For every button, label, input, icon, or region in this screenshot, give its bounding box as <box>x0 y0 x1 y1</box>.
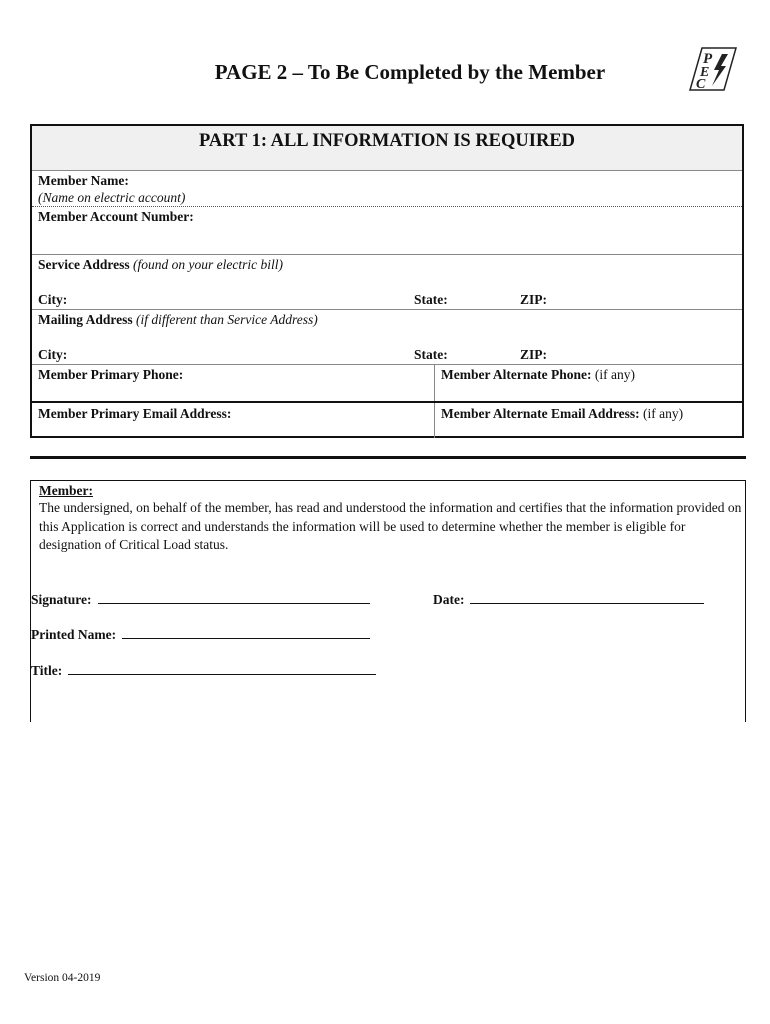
mailing-address-note: (if different than Service Address) <box>136 312 318 327</box>
state2-label: State: <box>414 347 448 362</box>
section-separator <box>30 456 746 459</box>
mailing-address-label: Mailing Address <box>38 312 133 327</box>
alt-phone-label: Member Alternate Phone: <box>441 367 592 382</box>
page-title: PAGE 2 – To Be Completed by the Member <box>214 60 606 84</box>
alt-email-label-row <box>441 406 683 422</box>
member-title: Member: <box>39 483 93 498</box>
alt-phone-note: (if any) <box>594 367 635 382</box>
signature-label: Signature: <box>31 592 92 607</box>
member-statement: The undersigned, on behalf of the member, has read and understood the information and certifies that the information provided on this Application is correct and understands the information will be used to determine whether the member is eligible for designation of Critical Load status. <box>39 500 742 552</box>
date-row <box>433 591 704 608</box>
alt-email-note: (if any) <box>642 406 684 421</box>
printed-name-row <box>31 626 370 643</box>
member-name-note: (Name on electric account) <box>38 190 186 205</box>
version-label: Version 04-2019 <box>24 972 101 984</box>
divider <box>32 254 742 255</box>
title-label: Title: <box>31 663 63 678</box>
service-address-note: (found on your electric bill) <box>133 257 283 272</box>
divider <box>32 309 742 310</box>
account-number-label: Member Account Number: <box>38 209 194 224</box>
date-field[interactable] <box>470 591 704 604</box>
title-field[interactable] <box>68 662 376 675</box>
member-certification <box>30 480 746 722</box>
alt-email-label: Member Alternate Email Address: <box>441 406 640 421</box>
zip-label: ZIP: <box>520 292 547 307</box>
divider <box>32 364 742 365</box>
signature-field[interactable] <box>98 591 370 604</box>
city2-label: City: <box>38 347 68 362</box>
svg-text:E: E <box>700 65 710 80</box>
divider <box>32 401 742 403</box>
service-address-label-row <box>38 257 283 273</box>
svg-text:P: P <box>703 51 713 67</box>
svg-text:C: C <box>696 77 706 92</box>
service-address-label: Service Address <box>38 257 130 272</box>
part1-header: PART 1: ALL INFORMATION IS REQUIRED <box>32 126 742 171</box>
zip2-label: ZIP: <box>520 347 547 362</box>
title-row <box>31 662 376 679</box>
pec-logo <box>688 46 738 92</box>
mailing-address-label-row <box>38 312 318 328</box>
primary-email-label: Member Primary Email Address: <box>38 406 232 421</box>
date-label: Date: <box>433 592 465 607</box>
member-name-label: Member Name: <box>38 173 129 188</box>
part1-form <box>30 124 744 438</box>
state-label: State: <box>414 292 448 307</box>
alt-phone-label-row <box>441 367 635 383</box>
city-label: City: <box>38 292 68 307</box>
printed-name-field[interactable] <box>122 626 370 639</box>
divider <box>32 206 742 207</box>
primary-phone-label: Member Primary Phone: <box>38 367 184 382</box>
printed-name-label: Printed Name: <box>31 627 117 642</box>
signature-row <box>31 591 370 608</box>
